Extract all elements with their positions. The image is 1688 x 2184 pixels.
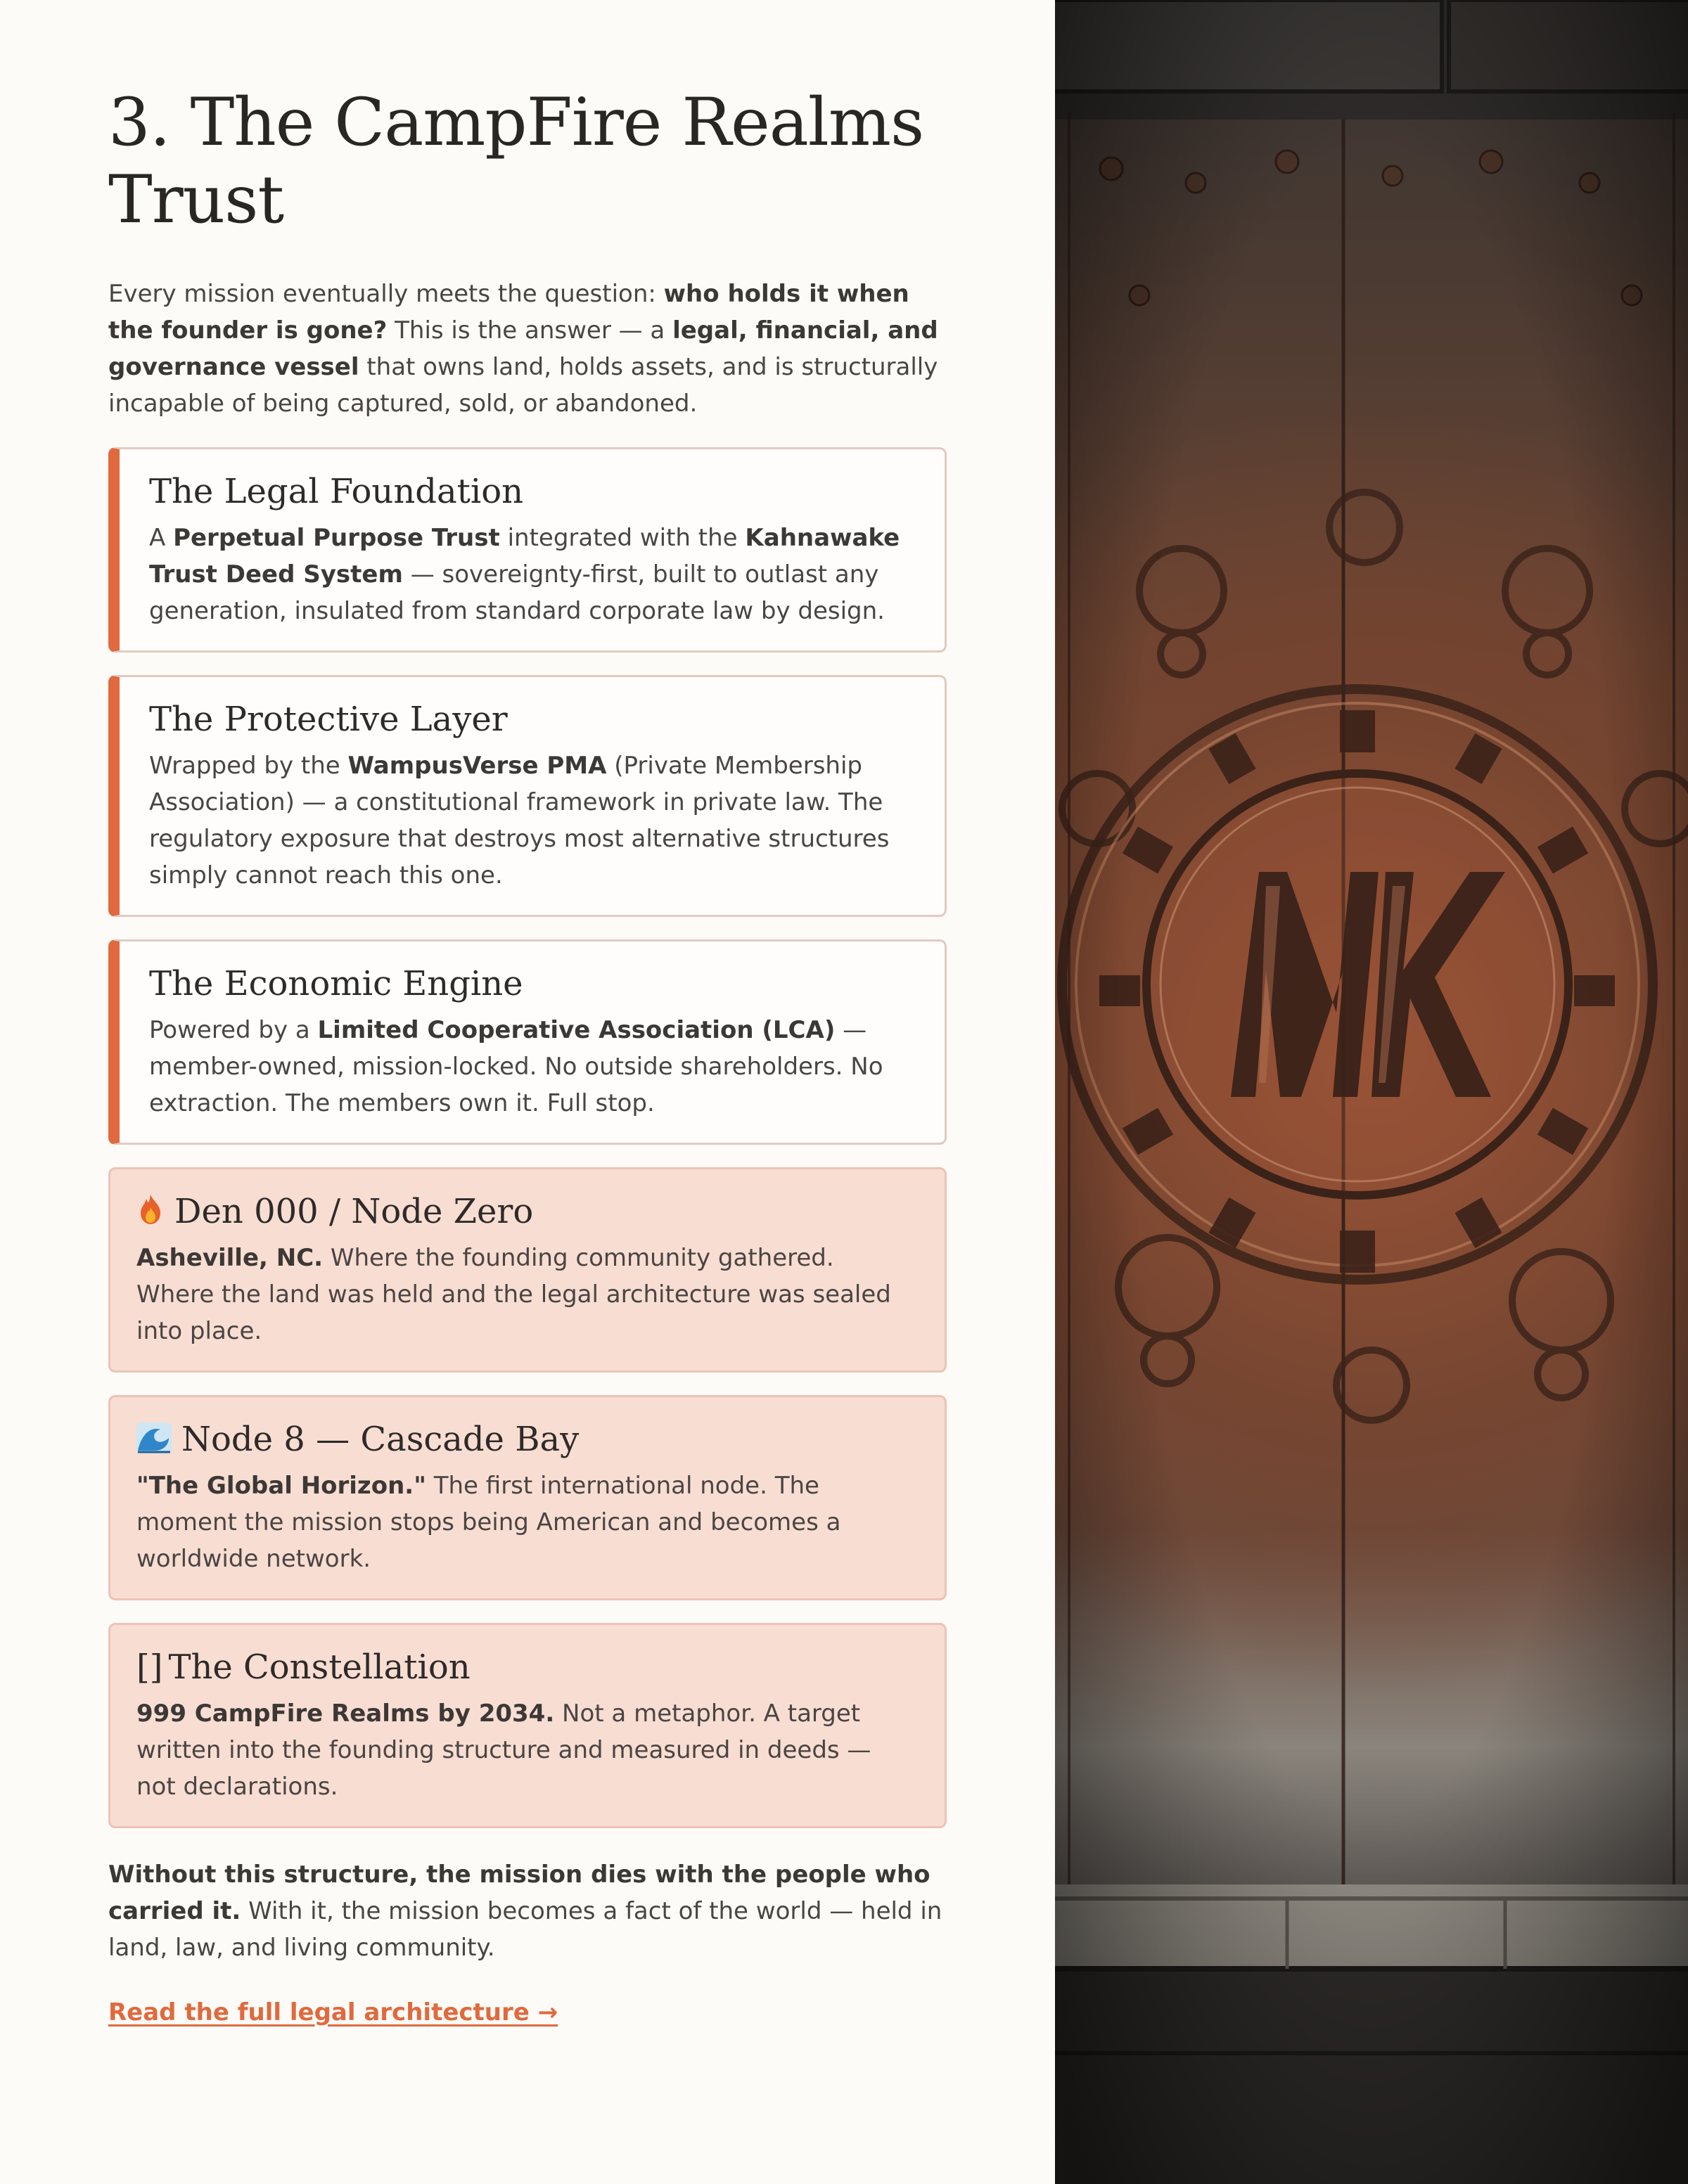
node-body: "The Global Horizon." The first international node. The moment the mission stops being American and becomes a worldwide network. — [136, 1472, 841, 1573]
card-legal-foundation — [108, 447, 947, 653]
fire-icon — [136, 1190, 165, 1233]
card-protective-layer — [108, 675, 947, 917]
page-title: 3. The CampFire Realms Trust — [108, 84, 924, 238]
node-title: Node 8 — Cascade Bay — [136, 1418, 916, 1460]
intro-text: that owns land, holds assets, and is structurally incapable of being captured, sold, or abandoned. — [108, 353, 938, 418]
card-body: Powered by a Limited Cooperative Association (LCA) — member-owned, mission-locked. No outside shareholders. No extraction. The members own it. Full stop. — [149, 1016, 883, 1117]
card-title: The Legal Foundation — [149, 472, 524, 511]
read-more-link[interactable]: Read the full legal architecture → — [108, 1998, 558, 2026]
closing-paragraph: Without this structure, the mission dies with the people who carried it. With it, the mission becomes a fact of the world — held in land, law, and living community. — [108, 1861, 942, 1962]
node-title: Den 000 / Node Zero — [136, 1190, 916, 1233]
card-body: Wrapped by the WampusVerse PMA (Private Membership Association) — a constitutional framework in private law. The regulatory exposure that destroys most alternative structures simply cannot reach this one. — [149, 752, 890, 889]
main-content — [108, 0, 947, 2028]
intro-bold: legal, financial, and governance vessel — [108, 316, 938, 381]
intro-bold: who holds it when the founder is gone? — [108, 280, 909, 345]
node-card-constellation — [108, 1623, 947, 1828]
node-card-node-8 — [108, 1395, 947, 1600]
intro-text: Every mission eventually meets the question: — [108, 280, 664, 308]
wave-icon — [136, 1418, 172, 1460]
node-body: 999 CampFire Realms by 2034. Not a metaphor. A target written into the founding structure and measured in deeds — not declarations. — [136, 1700, 871, 1801]
missing-glyph-icon: [] — [136, 1647, 163, 1687]
carved-seal-image — [1055, 0, 1688, 2184]
node-body: Asheville, NC. Where the founding community gathered. Where the land was held and the legal architecture was sealed into place. — [136, 1244, 891, 1345]
node-title: [] The Constellation — [136, 1647, 471, 1687]
card-economic-engine — [108, 939, 947, 1145]
intro-paragraph — [108, 276, 947, 422]
card-body: A Perpetual Purpose Trust integrated with the Kahnawake Trust Deed System — sovereignty-first, built to outlast any generation, insulated from standard corporate law by design. — [149, 524, 900, 625]
node-card-den-000 — [108, 1167, 947, 1373]
card-title: The Protective Layer — [149, 700, 508, 739]
card-title: The Economic Engine — [149, 964, 523, 1003]
carved-seal-artwork — [1055, 0, 1688, 2184]
intro-text: This is the answer — a — [387, 316, 673, 345]
